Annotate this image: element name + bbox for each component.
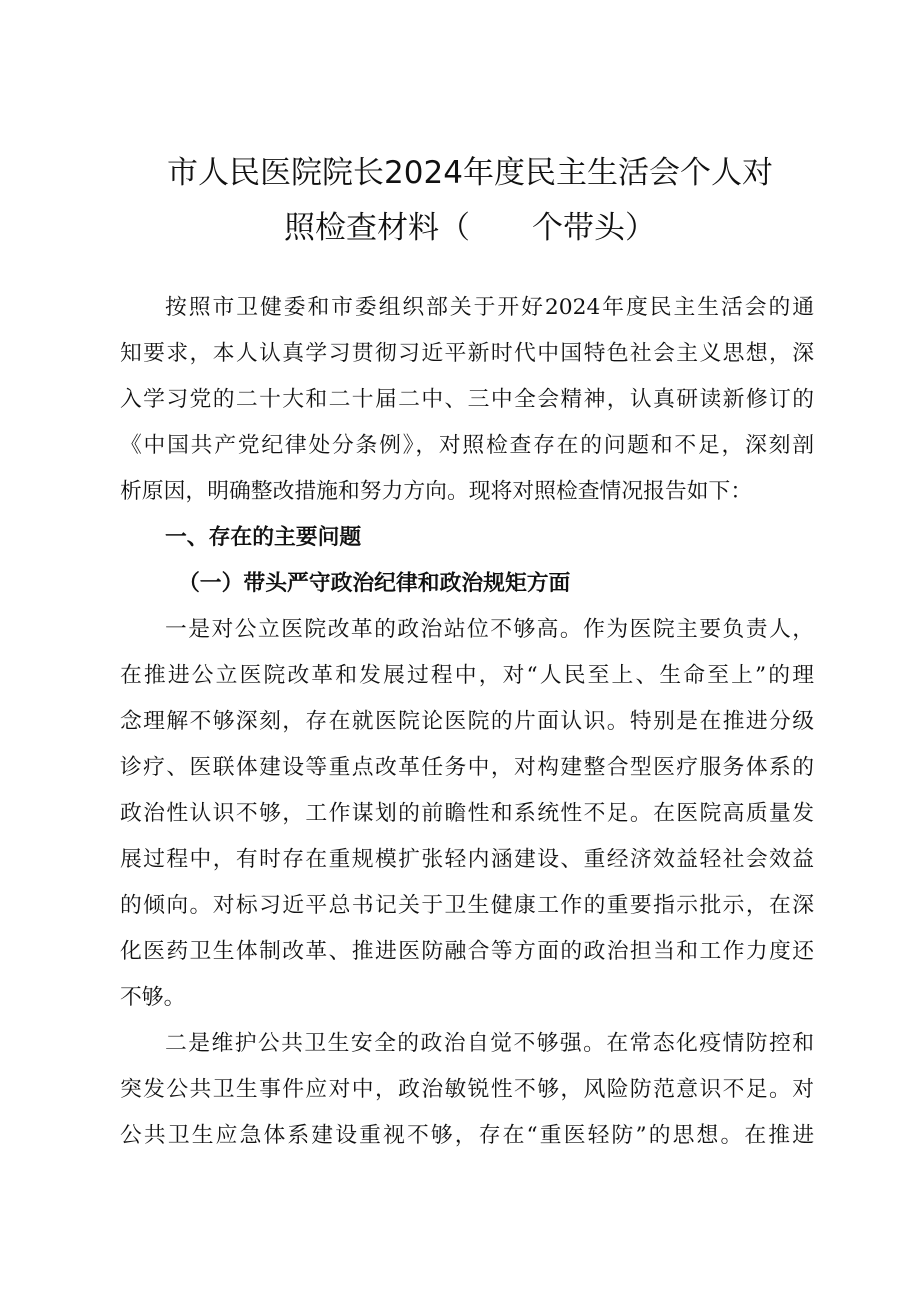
para1-line-6: 展过程中，有时存在重规模扩张轻内涵建设、重经济效益轻社会效益 xyxy=(120,847,814,872)
para2-line-2: 突发公共卫生事件应对中，政治敏锐性不够，风险防范意识不足。对 xyxy=(120,1077,814,1102)
document-title-line-1: 市人民医院院长2024年度民主生活会个人对 xyxy=(167,155,773,191)
intro-line-3: 入学习党的二十大和二十届二中、三中全会精神，认真研读新修订的 xyxy=(120,387,814,412)
para1-line-2: 在推进公立医院改革和发展过程中，对“人民至上、生命至上”的理 xyxy=(120,663,814,688)
intro-line-2: 知要求，本人认真学习贯彻习近平新时代中国特色社会主义思想，深 xyxy=(120,341,814,366)
para2-line-3: 公共卫生应急体系建设重视不够，存在“重医轻防”的思想。在推进 xyxy=(120,1123,814,1148)
para1-line-9: 不够。 xyxy=(120,985,186,1010)
para1-line-8: 化医药卫生体制改革、推进医防融合等方面的政治担当和工作力度还 xyxy=(120,939,814,964)
subsection-heading: （一）带头严守政治纪律和政治规矩方面 xyxy=(178,571,571,596)
document-title-line-2: 照检查材料（ 个带头） xyxy=(284,210,656,246)
para2-line-1: 二是维护公共卫生安全的政治自觉不够强。在常态化疫情防控和 xyxy=(165,1031,814,1056)
intro-line-4: 《中国共产党纪律处分条例》，对照检查存在的问题和不足，深刻剖 xyxy=(120,433,814,458)
para1-line-7: 的倾向。对标习近平总书记关于卫生健康工作的重要指示批示，在深 xyxy=(120,893,814,918)
para1-line-4: 诊疗、医联体建设等重点改革任务中，对构建整合型医疗服务体系的 xyxy=(120,755,814,780)
para1-line-5: 政治性认识不够，工作谋划的前瞻性和系统性不足。在医院高质量发 xyxy=(120,801,814,826)
intro-line-1: 按照市卫健委和市委组织部关于开好2024年度民主生活会的通 xyxy=(165,295,814,320)
intro-line-5: 析原因，明确整改措施和努力方向。现将对照检查情况报告如下： xyxy=(120,479,753,504)
para1-line-3: 念理解不够深刻，存在就医院论医院的片面认识。特别是在推进分级 xyxy=(120,709,814,734)
section-heading: 一、存在的主要问题 xyxy=(165,525,362,550)
para1-line-1: 一是对公立医院改革的政治站位不够高。作为医院主要负责人， xyxy=(165,617,814,642)
